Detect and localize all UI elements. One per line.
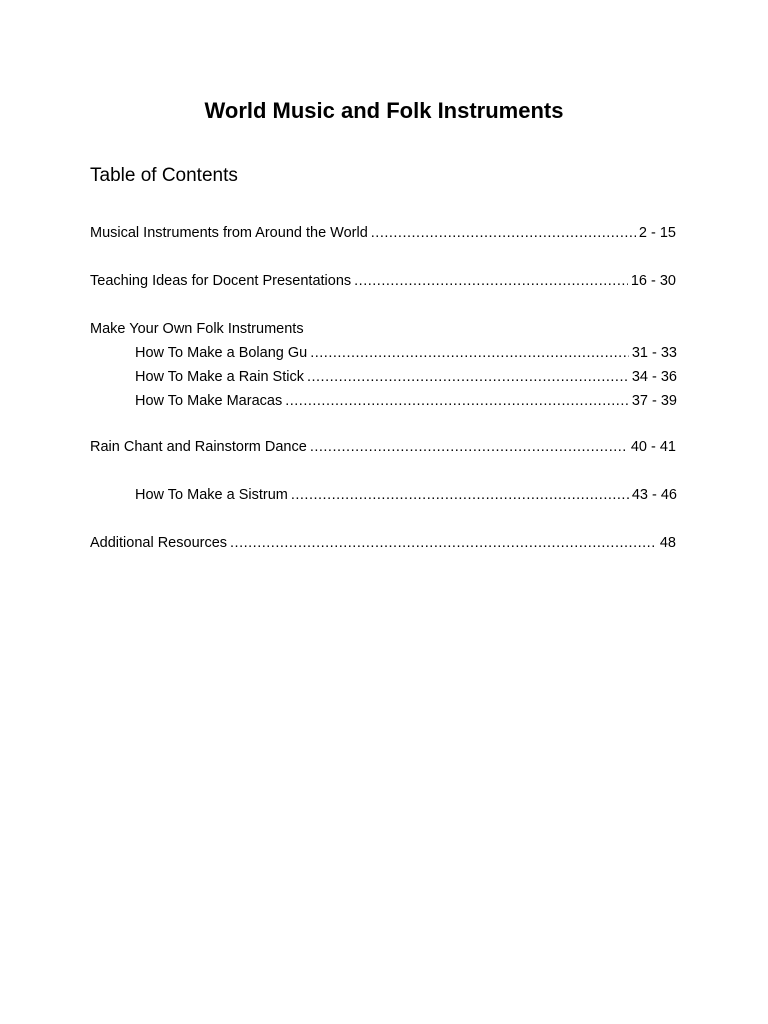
toc-leader-dots (371, 222, 636, 244)
toc-leader-dots (285, 390, 629, 412)
toc-section-make-your-own: Make Your Own Folk Instruments (90, 321, 304, 337)
toc-leader-dots (291, 484, 629, 506)
toc-leader-dots (307, 366, 629, 388)
toc-entry-teaching-ideas (90, 270, 676, 292)
toc-entry-bolang-gu (135, 342, 677, 364)
toc-entry-pages: 48 (659, 535, 676, 551)
toc-entry-label: Additional Resources (90, 535, 228, 551)
toc-entry-pages: 31 - 33 (631, 345, 677, 361)
toc-entry-label: Teaching Ideas for Docent Presentations (90, 273, 352, 289)
toc-entry-label: Musical Instruments from Around the World (90, 225, 368, 241)
toc-entry-rain-stick (135, 366, 677, 388)
document-title: World Music and Folk Instruments (204, 98, 564, 123)
toc-entry-maracas (135, 390, 677, 412)
toc-entry-label: How To Make a Sistrum (135, 487, 288, 503)
toc-entry-label: How To Make Maracas (135, 393, 283, 409)
toc-entry-musical-instruments (90, 222, 676, 244)
toc-leader-dots (310, 342, 629, 364)
toc-leader-dots (230, 532, 657, 554)
toc-entry-rain-chant (90, 436, 676, 458)
toc-entry-additional-resources (90, 532, 676, 554)
toc-heading: Table of Contents (90, 165, 238, 186)
toc-entry-pages: 2 - 15 (638, 225, 676, 241)
toc-entry-pages: 37 - 39 (631, 393, 677, 409)
toc-entry-label: Rain Chant and Rainstorm Dance (90, 439, 307, 455)
toc-leader-dots (310, 436, 628, 458)
toc-entry-pages: 34 - 36 (631, 369, 677, 385)
toc-entry-label: How To Make a Bolang Gu (135, 345, 308, 361)
toc-entry-sistrum (135, 484, 677, 506)
toc-entry-pages: 43 - 46 (631, 487, 677, 503)
toc-entry-pages: 16 - 30 (630, 273, 676, 289)
toc-entry-pages: 40 - 41 (630, 439, 676, 455)
toc-entry-label: How To Make a Rain Stick (135, 369, 304, 385)
toc-leader-dots (354, 270, 628, 292)
